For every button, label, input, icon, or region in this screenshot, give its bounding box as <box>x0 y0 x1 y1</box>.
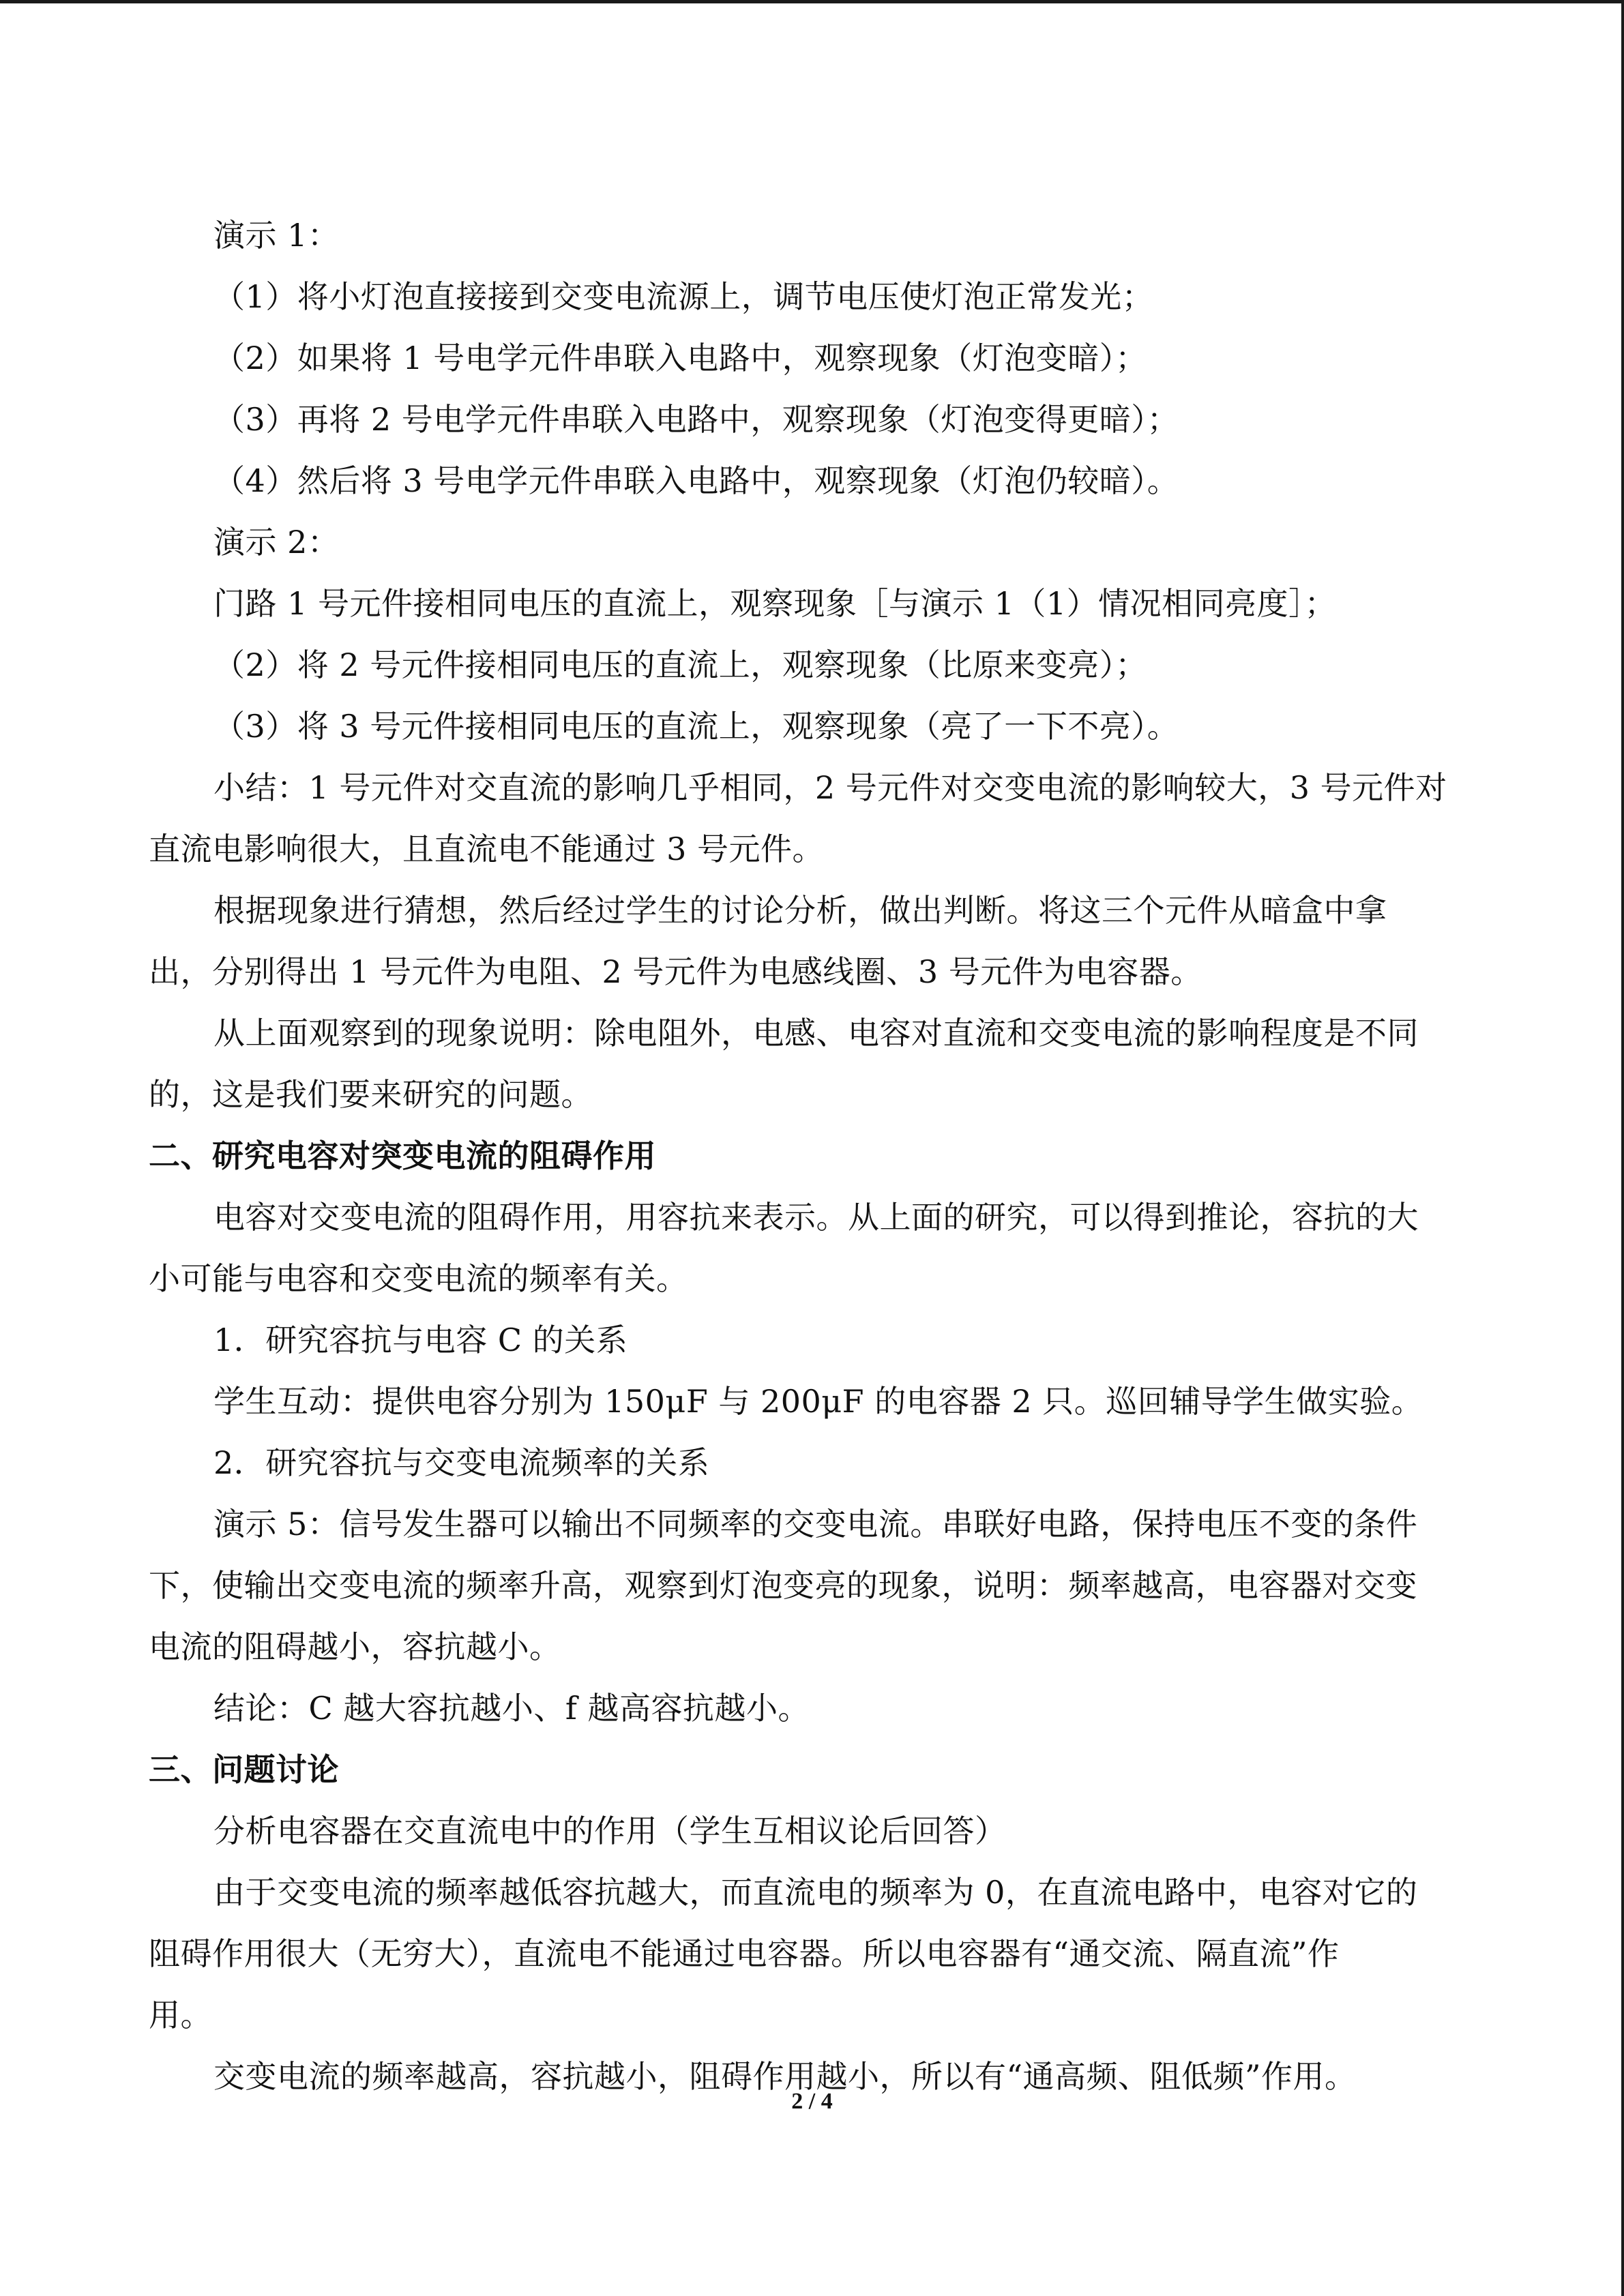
right-border <box>1621 0 1624 2296</box>
demo2-step-1: 门路 1 号元件接相同电压的直流上，观察现象［与演示 1（1）情况相同亮度］； <box>213 585 1337 622</box>
final-paragraph-line: 交变电流的频率越高，容抗越小，阻碍作用越小，所以有“通高频、阻低频”作用。 <box>213 2058 1357 2095</box>
demo5-line-2: 下，使输出交变电流的频率升高，观察到灯泡变亮的现象，说明：频率越高，电容器对交变 <box>149 1567 1417 1604</box>
demo1-step-4: （4）然后将 3 号电学元件串联入电路中，观察现象（灯泡仍较暗）。 <box>213 462 1179 499</box>
capacitance-paragraph-line-2: 小可能与电容和交变电流的频率有关。 <box>149 1260 688 1297</box>
subsection-2-title: 2．研究容抗与交变电流频率的关系 <box>213 1444 710 1481</box>
section-heading-3: 三、问题讨论 <box>149 1751 339 1788</box>
discussion-paragraph-line-1: 由于交变电流的频率越低容抗越大，而直流电的频率为 0，在直流电路中，电容对它的 <box>213 1874 1418 1911</box>
page-number: 2 / 4 <box>791 2089 833 2114</box>
demo2-step-3: （3）将 3 号元件接相同电压的直流上，观察现象（亮了一下不亮）。 <box>213 708 1179 745</box>
demo5-line-3: 电流的阻碍越小，容抗越小。 <box>149 1628 561 1665</box>
summary-line-1: 小结：1 号元件对交直流的影响几乎相同，2 号元件对交变电流的影响较大，3 号元件对 <box>213 769 1447 806</box>
observation-paragraph-line-2: 的，这是我们要来研究的问题。 <box>149 1076 593 1113</box>
demo1-label: 演示 1： <box>213 217 340 254</box>
observation-paragraph-line-1: 从上面观察到的现象说明：除电阻外，电感、电容对直流和交变电流的影响程度是不同 <box>213 1015 1419 1052</box>
demo2-label: 演示 2： <box>213 524 340 561</box>
discussion-prompt: 分析电容器在交直流电中的作用（学生互相议论后回答） <box>213 1813 1007 1849</box>
guess-paragraph-line-1: 根据现象进行猜想，然后经过学生的讨论分析，做出判断。将这三个元件从暗盒中拿 <box>213 892 1387 929</box>
discussion-paragraph-line-3: 用。 <box>149 1997 212 2033</box>
demo1-step-2: （2）如果将 1 号电学元件串联入电路中，观察现象（灯泡变暗）； <box>213 340 1147 376</box>
summary-line-2: 直流电影响很大，且直流电不能通过 3 号元件。 <box>149 831 825 867</box>
top-border <box>0 0 1624 3</box>
demo2-step-2: （2）将 2 号元件接相同电压的直流上，观察现象（比原来变亮）； <box>213 646 1147 683</box>
discussion-paragraph-line-2: 阻碍作用很大（无穷大），直流电不能通过电容器。所以电容器有“通交流、隔直流”作 <box>149 1935 1340 1972</box>
page-content <box>149 205 1458 2107</box>
conclusion-line: 结论：C 越大容抗越小、f 越高容抗越小。 <box>213 1690 810 1727</box>
demo1-step-3: （3）再将 2 号电学元件串联入电路中，观察现象（灯泡变得更暗）； <box>213 401 1179 438</box>
guess-paragraph-line-2: 出，分别得出 1 号元件为电阻、2 号元件为电感线圈、3 号元件为电容器。 <box>149 953 1202 990</box>
demo1-step-1: （1）将小灯泡直接接到交变电流源上，调节电压使灯泡正常发光； <box>213 278 1154 315</box>
subsection-1-title: 1．研究容抗与电容 C 的关系 <box>213 1322 628 1358</box>
section-heading-2: 二、研究电容对突变电流的阻碍作用 <box>149 1137 656 1174</box>
student-interaction-line: 学生互动：提供电容分别为 150μF 与 200μF 的电容器 2 只。巡回辅导学生做实验。 <box>213 1383 1423 1420</box>
demo5-line-1: 演示 5：信号发生器可以输出不同频率的交变电流。串联好电路，保持电压不变的条件 <box>213 1506 1418 1542</box>
capacitance-paragraph-line-1: 电容对交变电流的阻碍作用，用容抗来表示。从上面的研究，可以得到推论，容抗的大 <box>213 1199 1419 1236</box>
